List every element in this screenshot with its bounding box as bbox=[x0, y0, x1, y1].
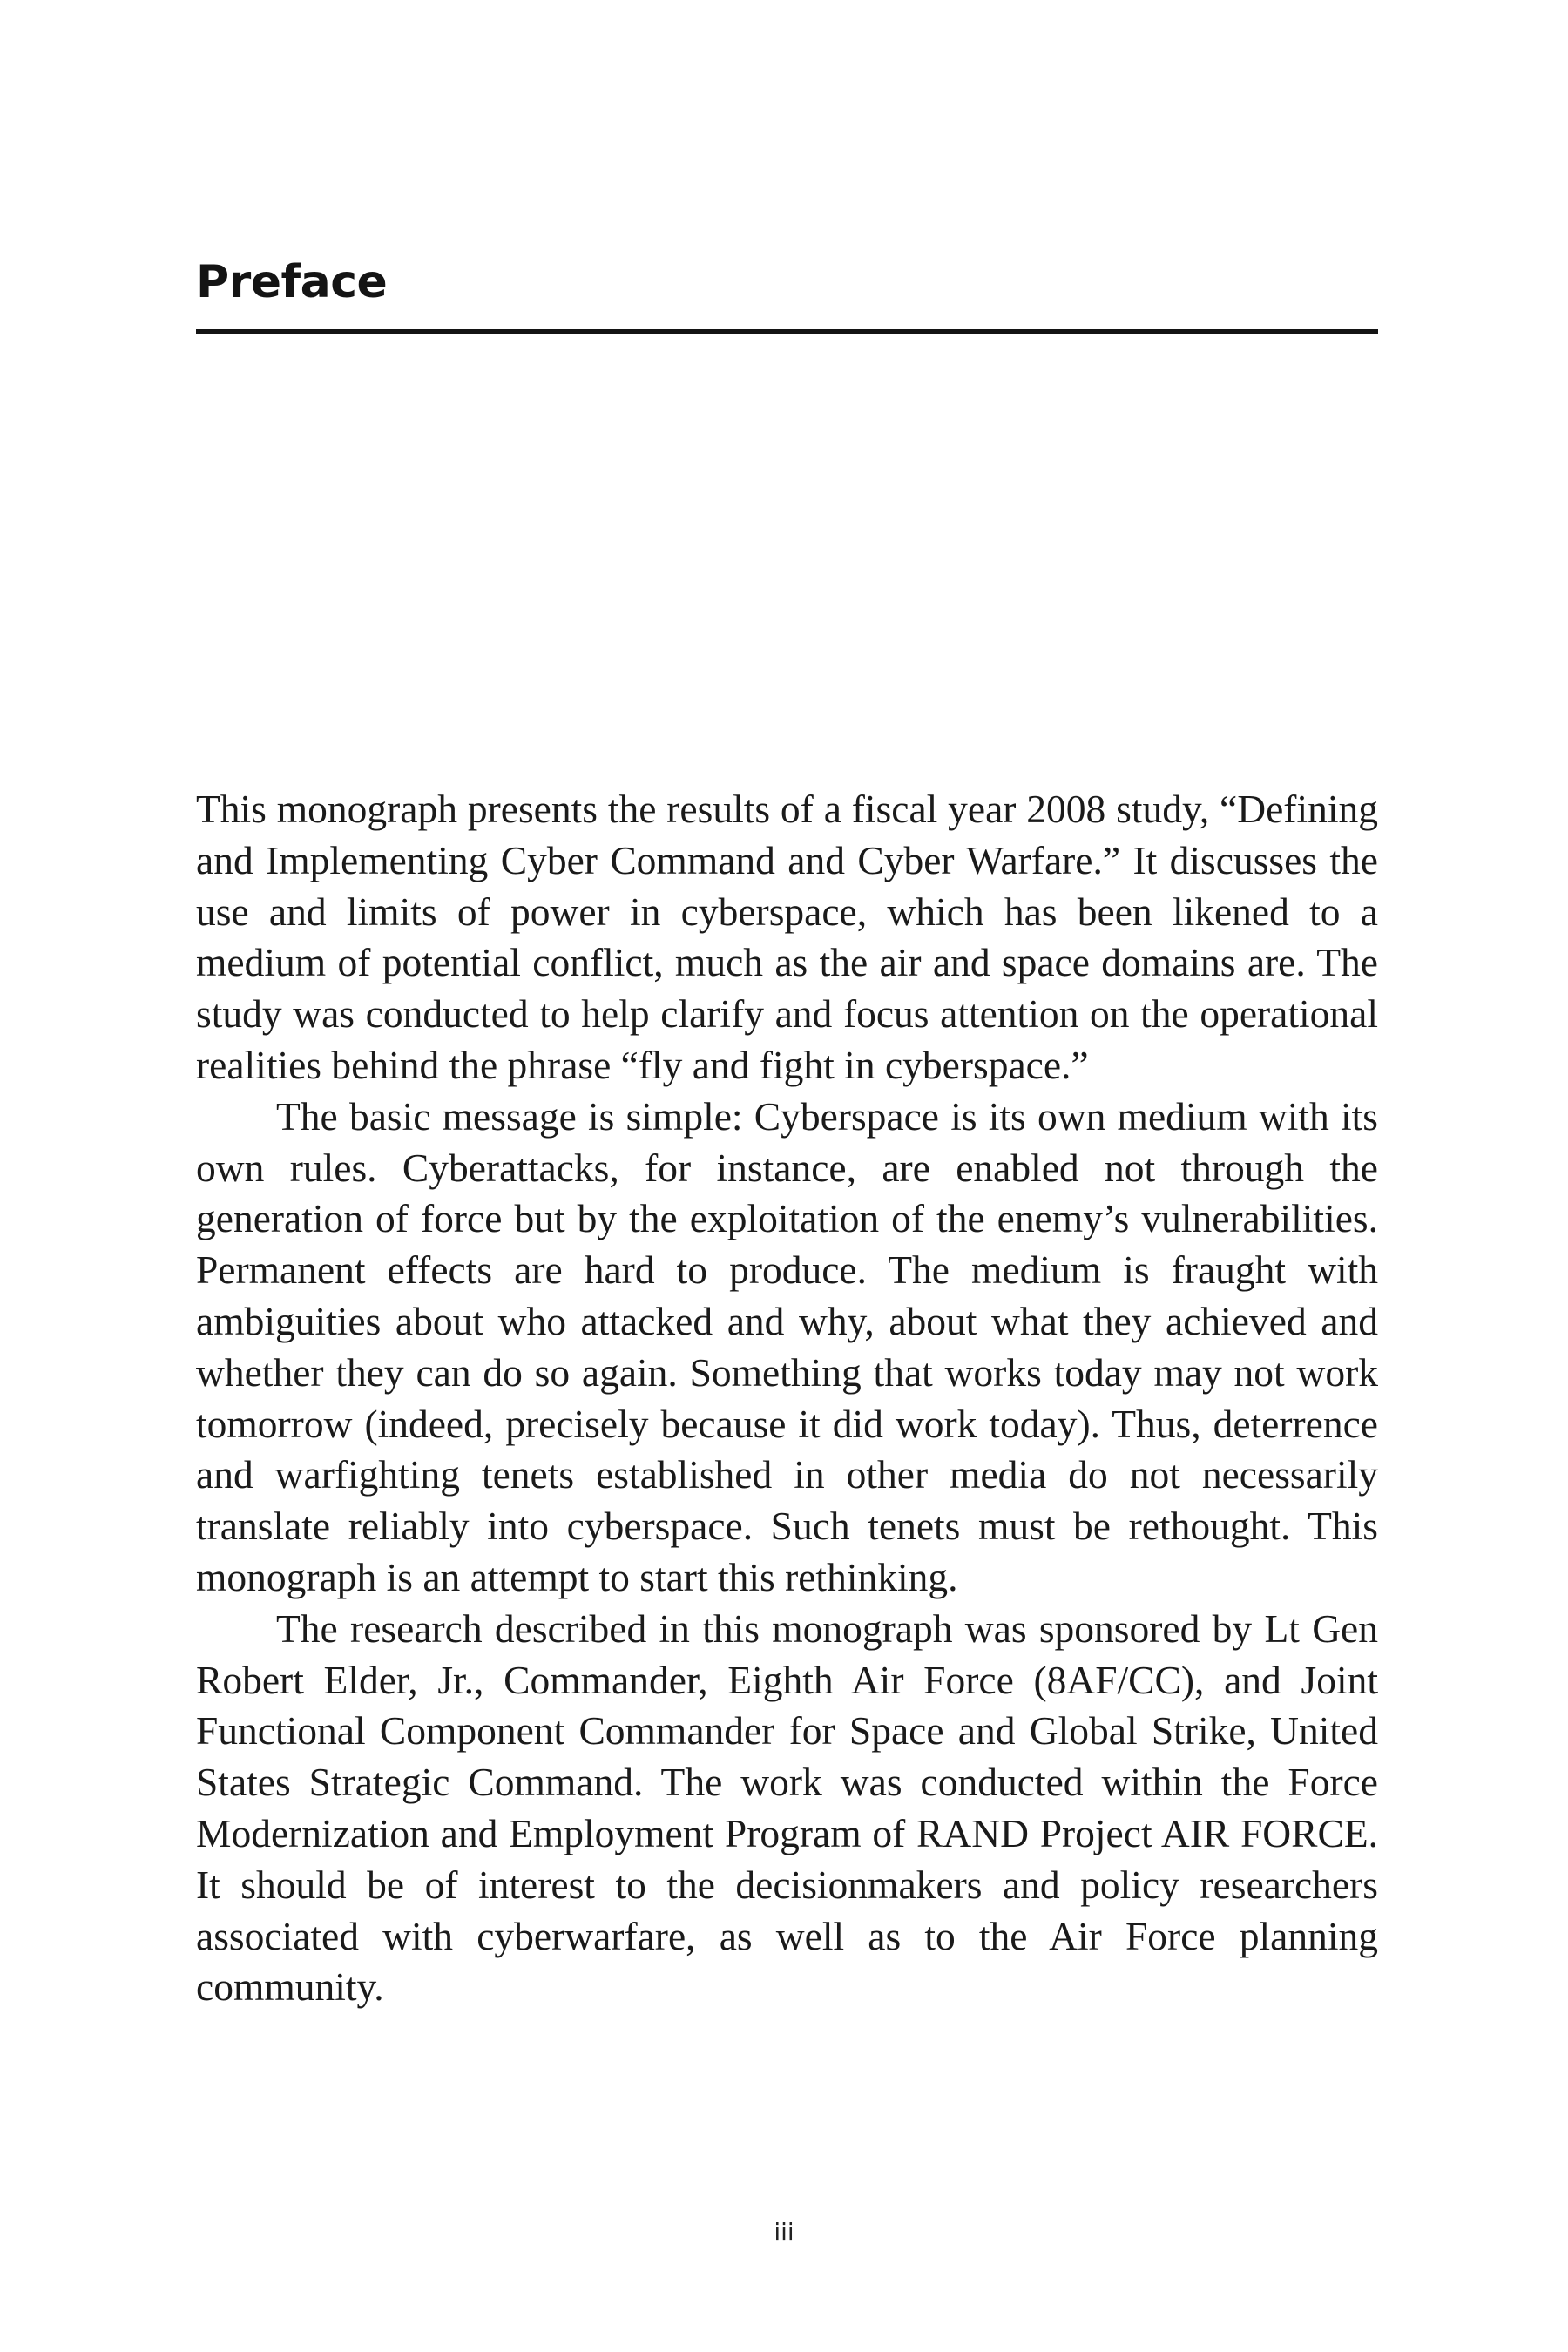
paragraph-sponsorship: The research described in this monograph was sponsored by Lt Gen Robert Elder, Jr., Commander, Eighth Air Force (8AF/CC), and Joint Functional Component Commander for Space and Global Strike, United States Strategic Command. The work was conducted within the Force Modernization and Employment Program of RAND Project AIR FORCE. It should be of interest to the decisionmakers and policy researchers associated with cyberwarfare, as well as to the Air Force planning community. bbox=[196, 1605, 1378, 2010]
paragraph-basic-message: The basic message is simple: Cyberspace is its own medium with its own rules. Cyberattacks, for instance, are enabled not through the generation of force but by the exploitation of the enemy’s vulnerabilities. Permanent effects are hard to produce. The medium is fraught with ambiguities about who attacked and why, about what they achieved and whether they can do so again. Something that works today may not work tomorrow (indeed, precisely because it did work today). Thus, deterrence and warfighting tenets established in other media do not necessarily translate reliably into cyberspace. Such tenets must be rethought. This monograph is an attempt to start this rethinking. bbox=[196, 1093, 1378, 1599]
page-title: Preface bbox=[196, 256, 388, 308]
paragraph-intro: This monograph presents the results of a fiscal year 2008 study, “Defining and Implementing Cyber Command and Cyber Warfare.” It discusses the use and limits of power in cyberspace, which has been likened to a medium of potential conflict, much as the air and space domains are. The study was conducted to help clarify and focus attention on the operational realities behind the phrase “fly and fight in cyberspace.” bbox=[196, 787, 1378, 1087]
title-rule bbox=[196, 329, 1378, 334]
page-number: iii bbox=[774, 2218, 794, 2247]
body-text bbox=[196, 784, 1378, 2013]
